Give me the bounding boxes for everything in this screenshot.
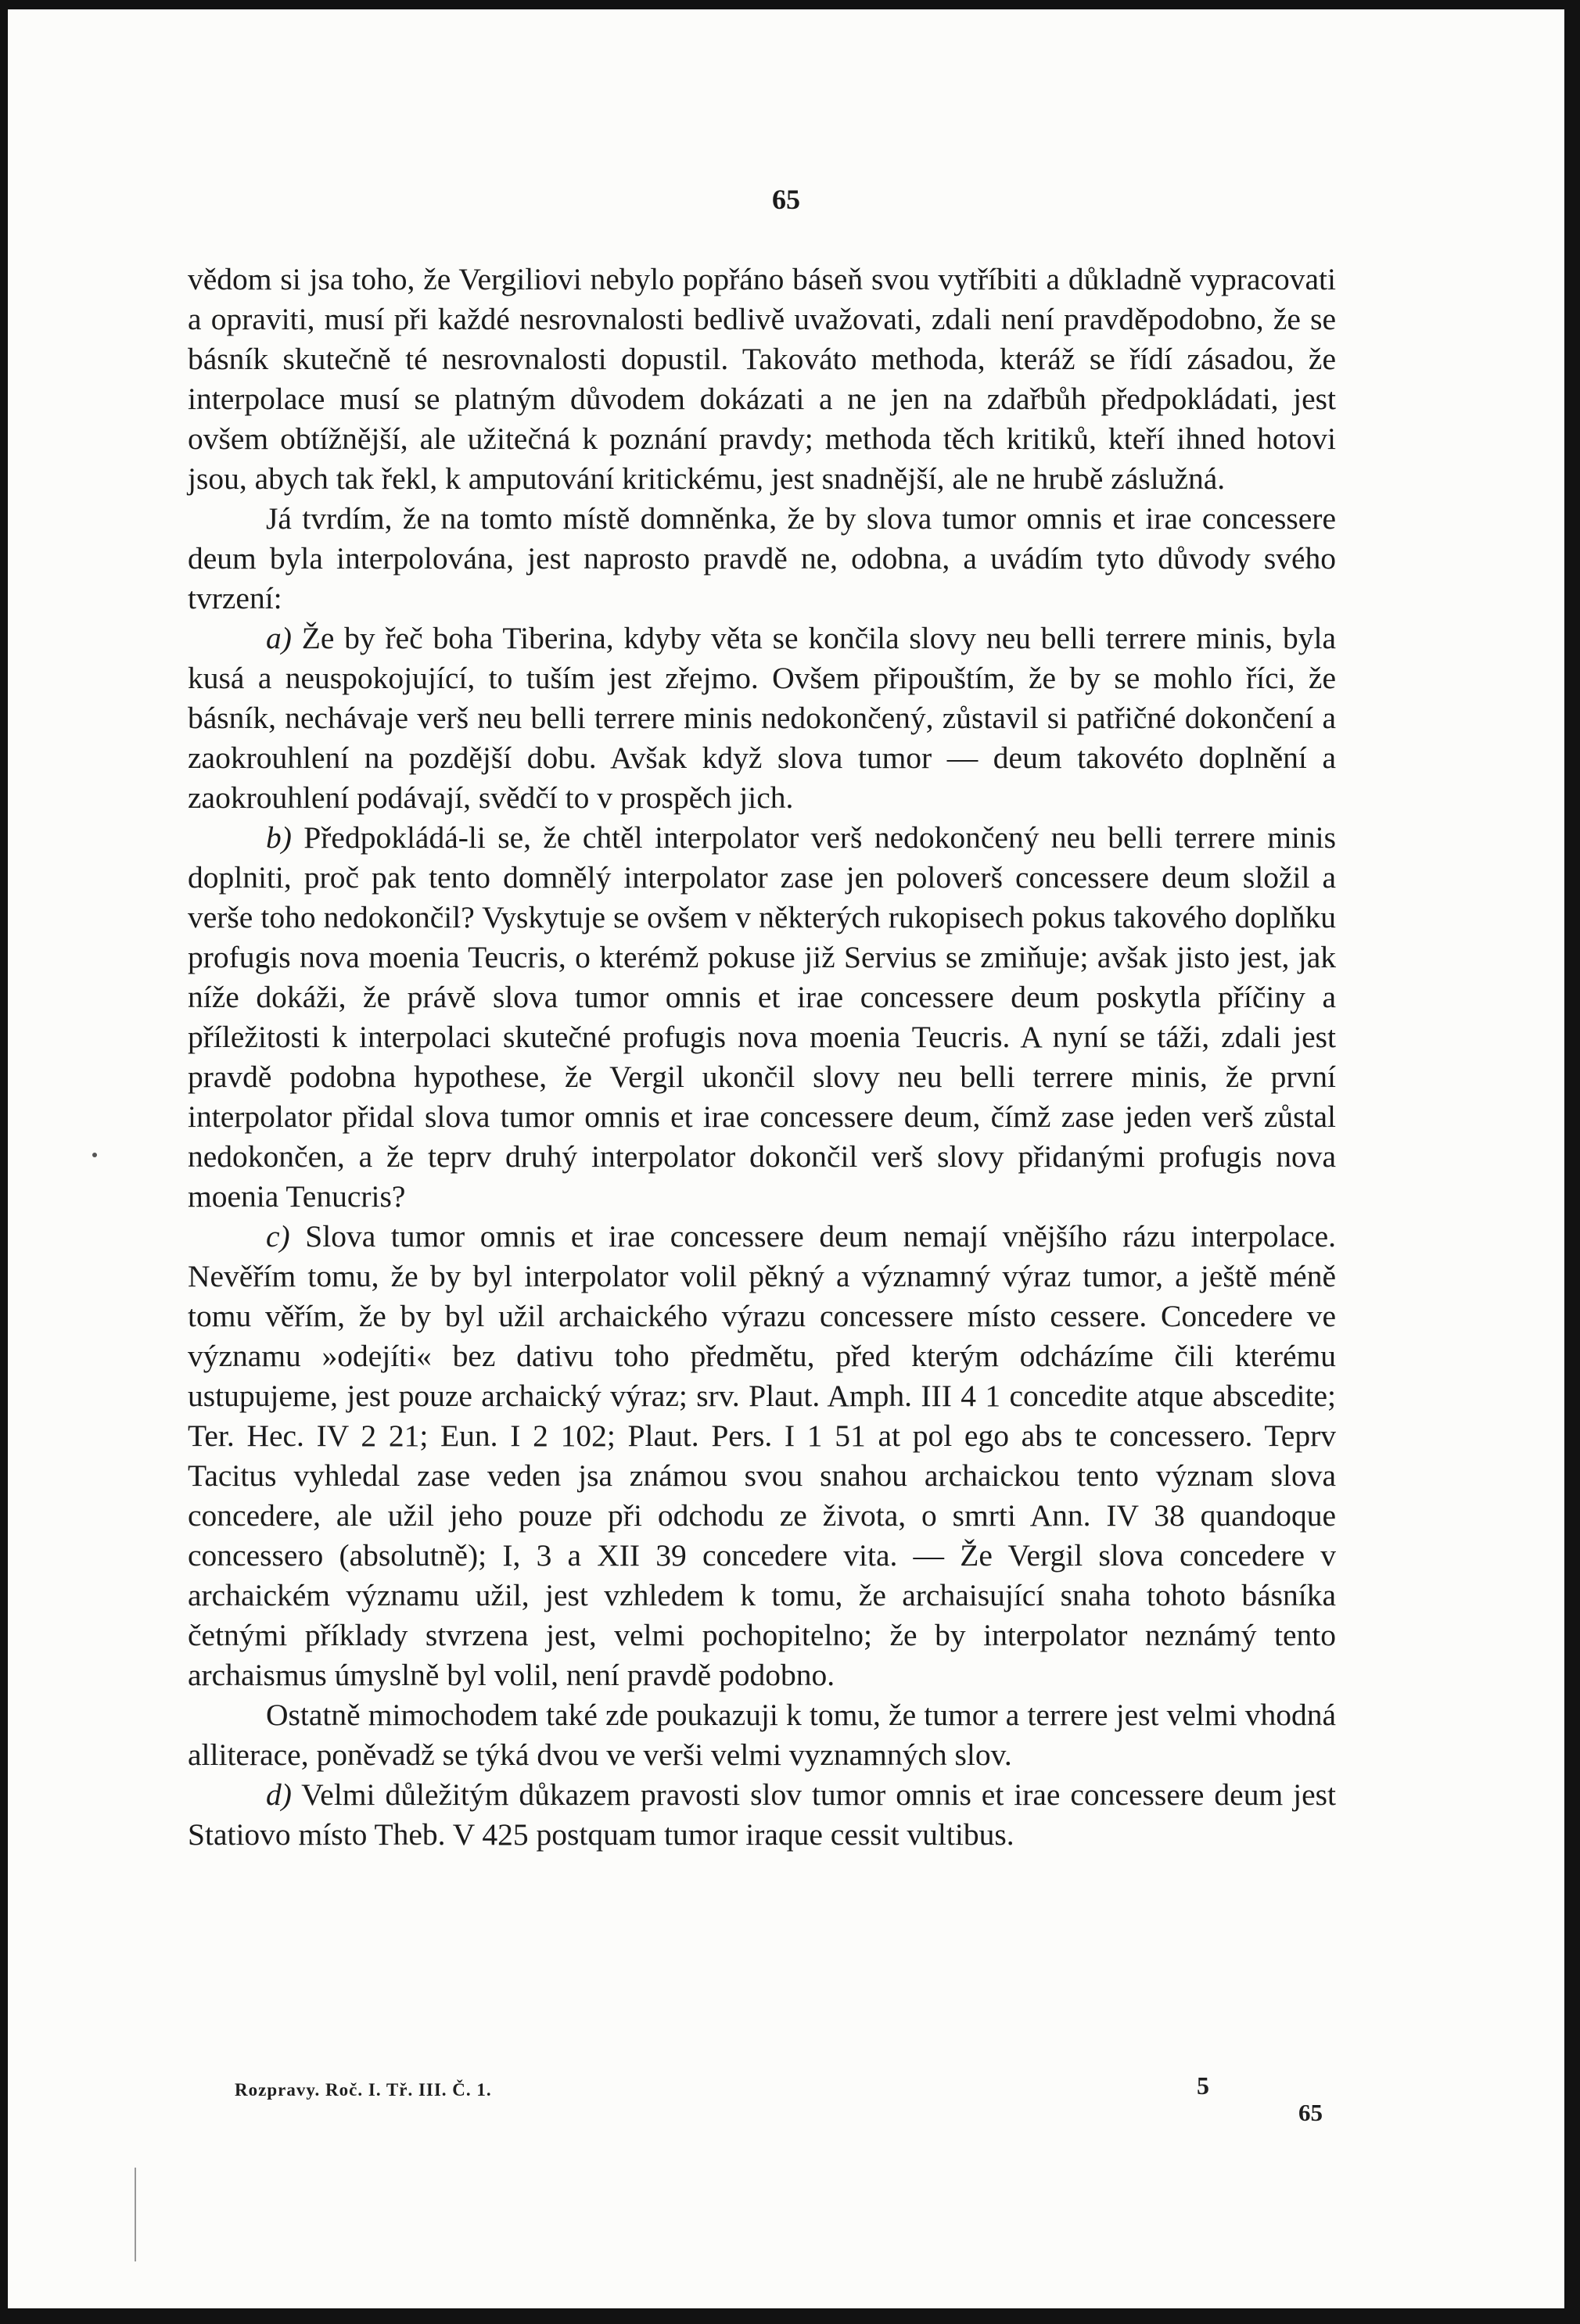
paragraph-a [188,619,1336,818]
paragraph-claim: Já tvrdím, že na tomto místě domněnka, že by slova tumor omnis et irae concessere deum byla interpolována, jest naprosto pravdě ne, odobna, a uvádím tyto důvody svého tvrzení: [188,501,1336,615]
paragraph-c-label: c) [266,1219,290,1253]
scan-speck [92,1153,97,1157]
paragraph-a-label: a) [266,621,292,655]
body-text [188,260,1336,1855]
paragraph-b-label: b) [266,820,292,855]
paragraph-intro: vědom si jsa toho, že Vergiliovi nebylo popřáno báseň svou vytříbiti a důkladně vypracovati a opraviti, musí při každé nesrovnalosti bedlivě uvažovati, zdali není pravděpodobno, že se básník skutečně té nesrovnalosti dopustil. Takováto methoda, kteráž se řídí zásadou, že interpolace musí se platným důvodem dokázati a ne jen na zdařbůh předpokládati, jest ovšem obtížnější, ale užitečná k poznání pravdy; methoda těch kritiků, kteří ihned hotovi jsou, abych tak řekl, k amputování kritickému, jest snadnější, ale ne hrubě záslužná. [188,262,1336,496]
paragraph-d [188,1775,1336,1855]
paragraph-b-text: Předpokládá-li se, že chtěl interpolator verš nedokončený neu belli terrere minis doplniti, proč pak tento domnělý interpolator zase jen poloverš concessere deum složil a verše toho nedokončil? Vyskytuje se ovšem v některých rukopisech pokus takového doplňku profugis nova moenia Teucris, o kterémž pokuse již Servius se zmiňuje; avšak jisto jest, jak níže dokáži, že právě slova tumor omnis et irae concessere deum poskytla příčiny a příležitosti k interpolaci skutečné profugis nova moenia Teucris. A nyní se táži, zdali jest pravdě podobna hypothese, že Vergil ukončil slovy neu belli terrere minis, že první interpolator přidal slova tumor omnis et irae concessere deum, čímž zase jeden verš zůstal nedokončen, a že teprv druhý interpolator dokončil verš slovy přidanými profugis nova moenia Tenucris? [188,820,1337,1214]
paragraph-d-text: Velmi důležitým důkazem pravosti slov tumor omnis et irae concessere deum jest Statiovo místo Theb. V 425 postquam tumor iraque cessit vultibus. [188,1777,1336,1852]
footer-signature: Rozpravy. Roč. I. Tř. III. Č. 1. [235,2080,492,2100]
page-number: 65 [772,184,800,215]
paragraph-c [188,1217,1336,1695]
sheet-number: 5 [1197,2071,1209,2100]
document-page [8,9,1564,2308]
margin-stroke [135,2168,136,2261]
paragraph-b [188,818,1336,1217]
paragraph-d-label: d) [266,1777,292,1812]
paragraph-a-text: Že by řeč boha Tiberina, kdyby věta se končila slovy neu belli terrere minis, byla kusá a neuspokojující, to tuším jest zřejmo. Ovšem připouštím, že by se mohlo říci, že básník, nechávaje verš neu belli terrere minis nedokončený, zůstavil si patřičné dokončení a zaokrouhlení na pozdější dobu. Avšak když slova tumor — deum takovéto doplnění a zaokrouhlení podávají, svědčí to v prospěch jich. [188,621,1336,815]
paragraph-c-text: Slova tumor omnis et irae concessere deum nemají vnějšího rázu interpolace. Nevěřím tomu, že by byl interpolator volil pěkný a významný výraz tumor, a ještě méně tomu věřím, že by byl užil archaického výrazu concessere místo cessere. Concedere ve významu »odejíti« bez dativu toho předmětu, před kterým odcházíme čili kterému ustupujeme, jest pouze archaický výraz; srv. Plaut. Amph. III 4 1 concedite atque abscedite; Ter. Hec. IV 2 21; Eun. I 2 102; Plaut. Pers. I 1 51 at pol ego abs te concessero. Teprv Tacitus vyhledal zase veden jsa známou svou snahou archaickou tento význam slova concedere, ale užil jeho pouze při odchodu ze života, o smrti Ann. IV 38 quandoque concessero (absolutně); I, 3 a XII 39 concedere vita. — Že Vergil slova concedere v archaickém významu užil, jest vzhledem k tomu, že archaisující snaha tohoto básníka četnými příklady stvrzena jest, velmi pochopitelno; že by interpolator neznámý tento archaismus úmyslně byl volil, není pravdě podobno. [188,1219,1337,1692]
paragraph-alliteration: Ostatně mimochodem také zde poukazuji k tomu, že tumor a terrere jest velmi vhodná alliterace, poněvadž se týká dvou ve verši velmi vyznamných slov. [188,1698,1336,1772]
corner-page-number: 65 [1298,2099,1323,2126]
